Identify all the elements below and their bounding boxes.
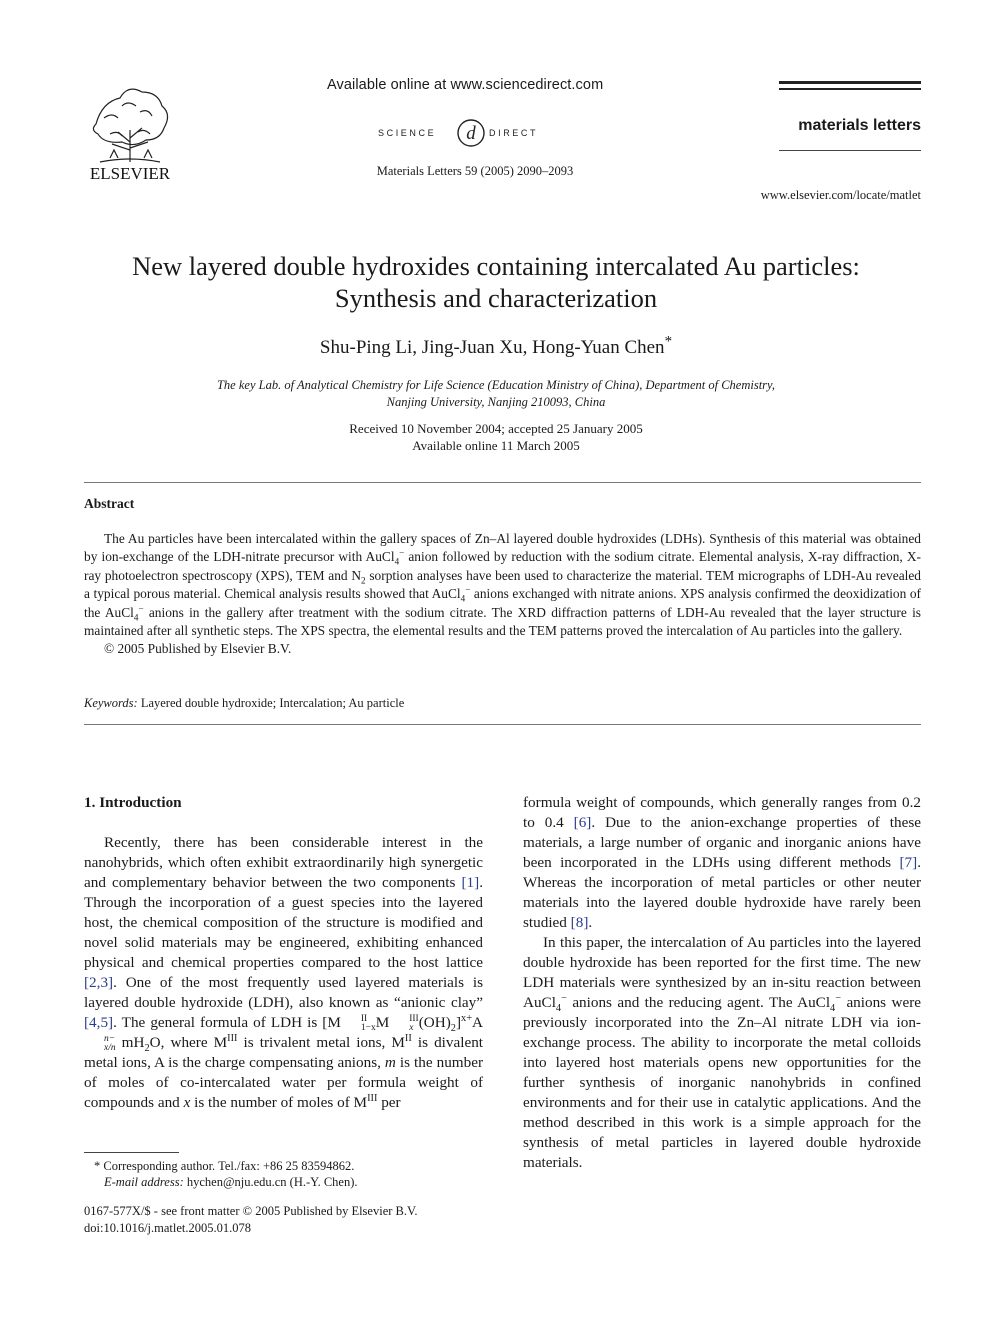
- formula-script: III x: [409, 1013, 419, 1033]
- intro-paragraph-1: Recently, there has been considerable interest in the nanohybrids, which often exhibit extraordinarily high synergetic and complementary behavior between the two components [1]. Through the incorporation of a guest species into the layered host, the chemical composition of the structure is modified and novel solid materials may be engineered, exhibiting enhanced physical and chemical properties compared to the host lattice [2,3]. One of the most frequently used layered materials is layered double hydroxide (LDH), also known as “anionic clay” [4,5]. The general formula of LDH is [M II 1−x M III x $(OH)_2]^{x+}A$ n− x/n $mH_2O$, where $M^{III}$ is trivalent metal ions, $M^{II}$ is divalent metal ions, A is the charge compensating anions, m is the number of moles of co-intercalated water per formula weight of compounds and x is the number of moles of $M^{III}$ per: [84, 834, 484, 1111]
- available-online-text: Available online at www.sciencedirect.com: [327, 77, 604, 93]
- citation-link[interactable]: [8]: [570, 914, 589, 931]
- journal-citation: Materials Letters 59 (2005) 2090–2093: [376, 164, 574, 178]
- received-accepted-date: Received 10 November 2004; accepted 25 January 2005: [349, 421, 643, 436]
- citation-link[interactable]: [7]: [899, 854, 918, 871]
- affiliation-line-1: The key Lab. of Analytical Chemistry for Life Science (Education Ministry of China), Department of Chemistry,: [216, 378, 776, 392]
- keywords-label: Keywords:: [84, 696, 138, 710]
- abstract-body: [84, 530, 921, 659]
- formula-script: n− x/n: [104, 1033, 116, 1053]
- abstract-copyright: © 2005 Published by Elsevier B.V.: [104, 641, 292, 657]
- citation-link[interactable]: [6]: [573, 814, 592, 831]
- citation-link[interactable]: [2,3]: [84, 974, 114, 991]
- doi-line[interactable]: doi:10.1016/j.matlet.2005.01.078: [84, 1221, 252, 1235]
- article-dates: [120, 420, 872, 454]
- keywords-text: Layered double hydroxide; Intercalation; Au particle: [137, 696, 405, 710]
- publisher-name: ELSEVIER: [89, 164, 171, 182]
- sd-left-text: SCIENCE: [378, 128, 437, 138]
- keywords-line: [84, 696, 921, 711]
- formula-script: II 1−x: [360, 1013, 376, 1033]
- citation-link[interactable]: [1]: [461, 874, 480, 891]
- available-online-date: Available online 11 March 2005: [412, 438, 580, 453]
- intro-paragraph-2: In this paper, the intercalation of Au particles into the layered double hydroxide has been reported for the first time. The new LDH materials were synthesized by an in-situ reaction between AuCl$_4$− anions and the reducing agent. The AuCl$_4$− anions were previously incorporated into the Zn–Al nitrate LDH via ion-exchange process. The ability to incorporate the metal colloids into layered host materials opens new opportunities for the further synthesis of inorganic nanohybrids in confined environments and for their use in catalytic applications. And the method described in this work is a simple approach for the synthesis of metal particles in layered double hydroxide materials.: [523, 934, 921, 1171]
- abstract-paragraph: The Au particles have been intercalated within the gallery spaces of Zn–Al layered double hydroxides (LDHs). Synthesis of this material was obtained by ion-exchange of the LDH-nitrate precursor with AuCl$_4$− anion followed by reduction with the sodium citrate. Elemental analysis, X-ray diffraction, X-ray photoelectron spectroscopy (XPS), TEM and $N_2$ sorption analyses have been used to characterize the material. TEM micrographs of LDH-Au revealed a typical porous material. Chemical analysis results showed that AuCl$_4$− anions exchanged with nitrate anions. XPS analysis confirmed the deoxidization of the AuCl$_4$− anions in the gallery after treatment with the sodium citrate. The XRD diffraction patterns of LDH-Au revealed that the layer structure is maintained after all synthetic steps. The XPS spectra, the elemental results and the TEM patterns proved the intercalation of Au particles into the gallery.: [84, 531, 922, 639]
- footnote-rule: [84, 1152, 179, 1153]
- divider-top: [84, 482, 921, 483]
- footnote: [84, 1158, 483, 1190]
- body-column-left: [84, 793, 483, 1113]
- journal-url-link[interactable]: www.elsevier.com/locate/matlet: [760, 188, 921, 202]
- email-link[interactable]: hychen@nju.edu.cn (H.-Y. Chen).: [183, 1175, 358, 1189]
- elsevier-logo: [82, 78, 178, 182]
- article-title: [60, 250, 932, 314]
- abstract-heading: Abstract: [84, 496, 135, 511]
- affiliation: [120, 377, 872, 411]
- body-column-right: [523, 793, 921, 1173]
- intro-paragraph-1-continued: formula weight of compounds, which generally ranges from 0.2 to 0.4 [6]. Due to the anion-exchange properties of these materials, a large number of organic and inorganic anions have been incorporated in the LDHs using different methods [7]. Whereas the incorporation of metal particles or other neuter materials into the layered double hydroxide have rarely been studied [8].: [523, 794, 921, 931]
- footnote-corresponding: * Corresponding author. Tel./fax: +86 25 83594862.: [94, 1159, 355, 1173]
- sciencedirect-logo: [374, 116, 564, 150]
- issn-line: 0167-577X/$ - see front matter © 2005 Published by Elsevier B.V.: [84, 1204, 418, 1218]
- sd-right-text: DIRECT: [489, 128, 539, 138]
- front-matter-info: [84, 1203, 483, 1237]
- divider-bottom: [84, 724, 921, 725]
- header-rule-second: [779, 88, 921, 90]
- footnote-email: E-mail address: hychen@nju.edu.cn (H.-Y. Chen).: [104, 1175, 358, 1189]
- section-heading-introduction: 1. Introduction: [84, 794, 182, 811]
- svg-text:d: d: [466, 123, 476, 144]
- citation-link[interactable]: [4,5]: [84, 1014, 114, 1031]
- corresponding-author-mark[interactable]: *: [664, 333, 673, 350]
- title-line-1: New layered double hydroxides containing intercalated Au particles:: [132, 251, 860, 281]
- header-rule-top: [779, 81, 921, 84]
- journal-name: materials letters: [798, 117, 921, 134]
- header-rule-bottom: [779, 150, 921, 151]
- elsevier-tree-icon: [82, 78, 178, 182]
- title-line-2: Synthesis and characterization: [334, 283, 658, 313]
- authors-text: Shu-Ping Li, Jing-Juan Xu, Hong-Yuan Chen: [319, 337, 665, 358]
- author-list: [60, 333, 932, 359]
- affiliation-line-2: Nanjing University, Nanjing 210093, China: [386, 395, 606, 409]
- sciencedirect-at-icon: [458, 120, 484, 146]
